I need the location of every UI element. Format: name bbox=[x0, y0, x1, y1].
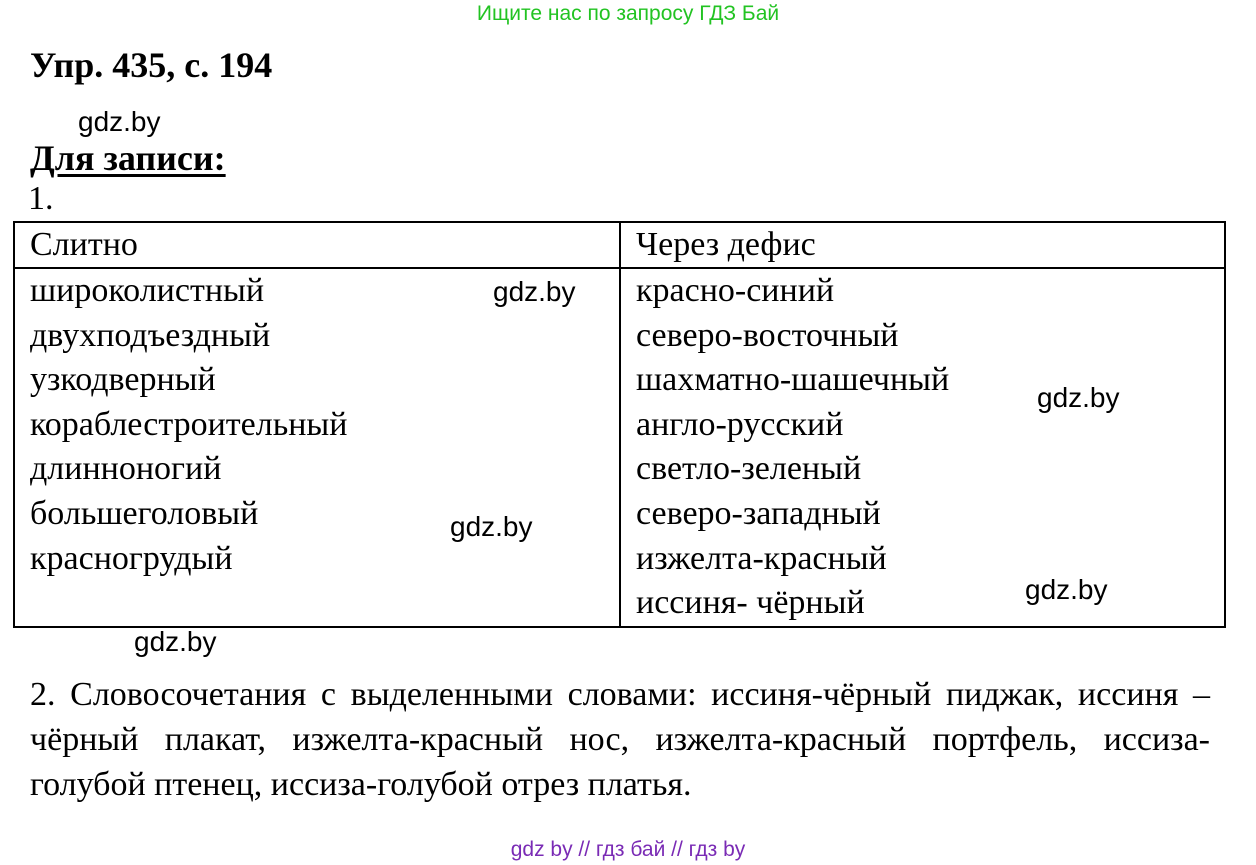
column-header-hyphenated: Через дефис bbox=[620, 222, 1225, 268]
write-label: Для записи: bbox=[30, 138, 226, 178]
part2-paragraph: 2. Словосочетания с выделенными словами: иссиня-чёрный пиджак, иссиня – чёрный плакат, изжелта-красный нос, изжелта-красный портфель, иссиза-голубой птенец, иссиза-голубой отрез платья. bbox=[30, 676, 1210, 803]
words-table bbox=[13, 221, 1226, 628]
list-item: широколистный bbox=[30, 272, 265, 309]
footer-links[interactable]: gdz by // гдз бай // гдз by bbox=[510, 838, 746, 861]
hyphenated-words-cell bbox=[620, 268, 1225, 627]
list-item: красногрудый bbox=[30, 539, 233, 577]
search-hint-link[interactable]: Ищите нас по запросу ГДЗ Бай bbox=[476, 2, 780, 25]
hyphenated-words-list bbox=[636, 269, 1224, 626]
list-item: красно-синий bbox=[636, 272, 835, 309]
list-item: северо-восточный bbox=[636, 316, 899, 354]
watermark: gdz.by bbox=[493, 276, 576, 307]
watermark: gdz.by bbox=[78, 106, 161, 137]
list-item: кораблестроительный bbox=[30, 405, 348, 443]
list-item: северо-западный bbox=[636, 494, 881, 532]
watermark: gdz.by bbox=[134, 626, 217, 657]
list-item: двухподъездный bbox=[30, 316, 271, 354]
watermark: gdz.by bbox=[1037, 382, 1120, 413]
watermark: gdz.by bbox=[450, 511, 533, 542]
table-header-row bbox=[14, 222, 1225, 268]
list-item: светло-зеленый bbox=[636, 450, 862, 488]
solid-words-cell bbox=[14, 268, 620, 627]
list-item: длинноногий bbox=[30, 450, 222, 488]
exercise-title: Упр. 435, с. 194 bbox=[30, 45, 273, 85]
list-item: большеголовый bbox=[30, 494, 259, 532]
part1-number: 1. bbox=[28, 180, 54, 217]
list-item: изжелта-красный bbox=[636, 539, 887, 577]
list-item: шахматно-шашечный bbox=[636, 361, 950, 399]
list-item: англо-русский bbox=[636, 405, 844, 443]
watermark: gdz.by bbox=[1025, 574, 1108, 605]
column-header-solid: Слитно bbox=[14, 222, 620, 268]
list-item: иссиня- чёрный bbox=[636, 584, 865, 622]
list-item: узкодверный bbox=[30, 361, 216, 399]
table-row bbox=[14, 268, 1225, 627]
